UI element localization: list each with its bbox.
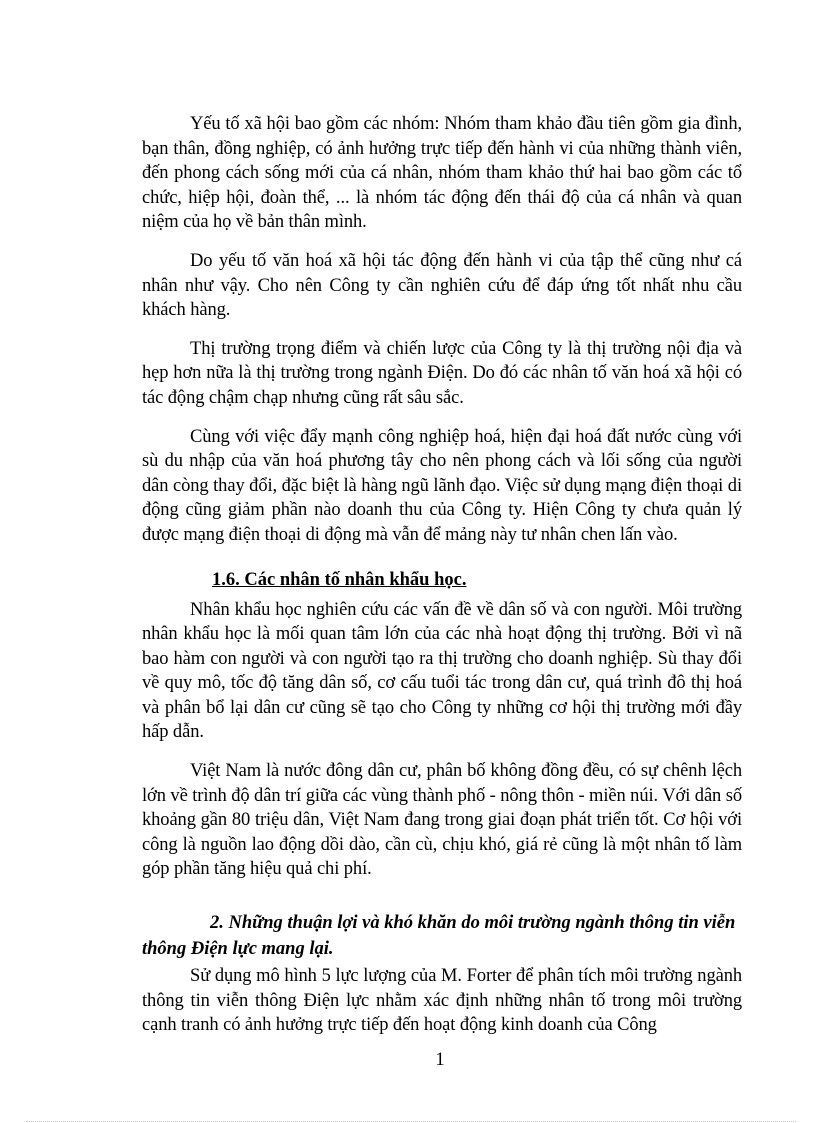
paragraph-culture-impact: Do yếu tố văn hoá xã hội tác động đến hành vi của tập thể cũng như cá nhân như vậy. Cho nên Công ty cần nghiên cứu để đáp ứng tốt nhất nhu cầu khách hàng.	[142, 250, 742, 321]
paragraph-social-factors: Yếu tố xã hội bao gồm các nhóm: Nhóm tham khảo đầu tiên gồm gia đình, bạn thân, đồng nghiệp, có ảnh hưởng trực tiếp đến hành vi của những thành viên, đến phong cách sống mới của cá nhân, nhóm tham khảo thứ hai bao gồm các tổ chức, hiệp hội, đoàn thể, ... là nhóm tác động đến thái độ của cá nhân và quan niệm của họ về bản thân mình.	[142, 114, 742, 233]
footer-divider	[26, 1121, 796, 1122]
paragraph-target-market: Thị trường trọng điểm và chiến lược của Công ty là thị trường nội địa và hẹp hơn nữa là thị trường trong ngành Điện. Do đó các nhân tố văn hoá xã hội có tác động chậm chạp nhưng cũng rất sâu sắc.	[142, 338, 742, 408]
page-number: 1	[435, 1050, 445, 1070]
section-2-heading: 2. Những thuận lợi và khó khăn do môi trường ngành thông tin viễn thông Điện lực mang lại.	[142, 913, 736, 960]
paragraph-vietnam-population: Việt Nam là nước đông dân cư, phân bố không đồng đều, có sự chênh lệch lớn về trình độ dân trí giữa các vùng thành phố - nông thôn - miền núi. Với dân số khoảng gần 80 triệu dân, Việt Nam đang trong giai đoạn phát triển tốt. Cơ hội với công là nguồn lao động dồi dào, cần cù, chịu khó, giá rẻ cũng là một nhân tố làm góp phần tăng hiệu quả chi phí.	[142, 761, 742, 880]
paragraph-five-forces: Sử dụng mô hình 5 lực lượng của M. Forter để phân tích môi trường ngành thông tin viễn thông Điện lực nhằm xác định những nhân tố trong môi trường cạnh tranh có ảnh hưởng trực tiếp đến hoạt động kinh doanh của Công	[142, 966, 742, 1036]
paragraph-industrialization: Cùng với việc đẩy mạnh công nghiệp hoá, hiện đại hoá đất nước cùng với sù du nhập của văn hoá phương tây cho nên phong cách và lối sống của người dân còng thay đổi, đặc biệt là hàng ngũ lãnh đạo. Việc sử dụng mạng điện thoại di động cũng giảm phần nào doanh thu của Công ty. Hiện Công ty chưa quản lý được mạng điện thoại di động mà vẫn để mảng này tư nhân chen lấn vào.	[142, 426, 742, 545]
section-1-6-heading: 1.6. Các nhân tố nhân khẩu học.	[212, 569, 467, 590]
paragraph-demographics: Nhân khẩu học nghiên cứu các vấn đề về dân số và con người. Môi trường nhân khẩu học là mối quan tâm lớn của các nhà hoạt động thị trường. Bởi vì nã bao hàm con người và con người tạo ra thị trường cho doanh nghiệp. Sù thay đổi về quy mô, tốc độ tăng dân số, cơ cấu tuổi tác trong dân cư, quá trình đô thị hoá và phân bổ lại dân cư cũng sẽ tạo cho Công ty những cơ hội thị trường mới đầy hấp dẫn.	[142, 599, 742, 743]
document-page	[142, 112, 742, 1052]
